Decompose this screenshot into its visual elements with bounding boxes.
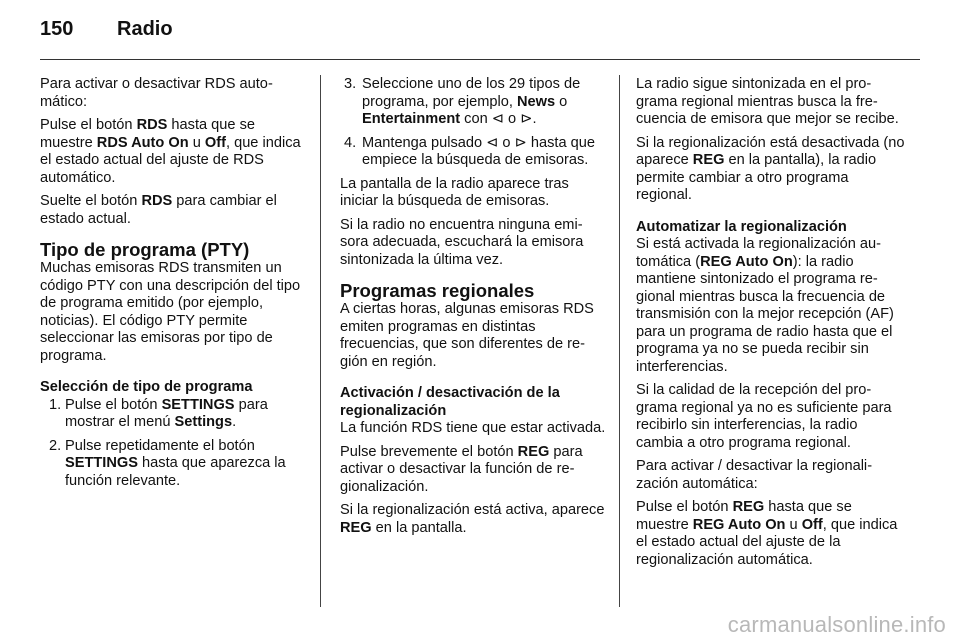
text-run: u [785, 516, 802, 533]
page-header [40, 18, 920, 48]
reg-press [340, 444, 606, 497]
reg-auto-press [636, 499, 906, 569]
reg-label: REG [692, 152, 725, 168]
heading-pty: Tipo de programa (PTY) [40, 239, 250, 260]
text-run: en la pantalla), la radio permite cambiar a otro programa regional. [636, 152, 877, 203]
text-run: para activar o desactivar la función de regionalización. [340, 443, 583, 495]
settings-key: SETTINGS [161, 396, 235, 413]
reg-key: REG [732, 499, 765, 515]
text-run: Pulse el botón [40, 117, 137, 133]
column-divider-1 [320, 75, 321, 607]
text-run: u [188, 134, 205, 151]
left-arrow-icon: ⊲ [486, 134, 499, 151]
list-item [340, 135, 606, 170]
pty-steps-list [40, 397, 306, 491]
text-run: Pulse repetidamente el botón [65, 437, 255, 454]
search-display-note: La pantalla de la radio aparece tras iniciar la búsqueda de emisoras. [340, 175, 569, 209]
text-run: Seleccione uno de los 29 tipos de programa, por ejemplo, [362, 76, 581, 110]
reg-label: REG [340, 519, 372, 536]
text-run: o [555, 93, 568, 110]
page-number: 150 [40, 18, 74, 40]
no-station-note: Si la radio no encuentra ninguna emisora adecuada, escuchará la emisora sintonizada la última vez. [340, 216, 584, 268]
reception-quality-note: Si la calidad de la recepción del programa regional ya no es suficiente para recibirlo sin interferencias, la radio cambia a otro programa regional. [636, 382, 892, 451]
list-item [40, 397, 306, 432]
text-run: ): la radio mantiene sintonizado el programa regional mientras busca la frecuencia de transmisión con la mejor recepción (AF) para un programa de radio hasta que el programa ya no se pueda recibir sin interferencias. [636, 253, 894, 375]
text-run: , que indica el estado actual del ajuste de la regionalización automática. [636, 516, 898, 568]
text-run: en la pantalla. [371, 519, 467, 536]
text-run: hasta que se muestre [40, 117, 256, 151]
text-run: Pulse brevemente el botón [340, 443, 518, 460]
text-run: para cambiar el estado actual. [40, 193, 277, 227]
left-arrow-icon: ⊲ [491, 111, 504, 127]
heading-regional: Programas regionales [340, 280, 535, 301]
heading-pty-selection: Selección de tipo de programa [40, 379, 253, 395]
rds-required-note: La función RDS tiene que estar activada. [340, 420, 606, 436]
regional-tuning-note: La radio sigue sintonizada en el programa regional mientras busca la frecuencia de emisora que mejor se recibe. [636, 76, 899, 127]
text-run: Si la regionalización está desactivada (no aparece [636, 134, 905, 168]
reg-display-note [340, 502, 606, 537]
list-item [340, 76, 606, 129]
reg-auto-on-label: REG Auto On [692, 516, 786, 533]
text-run: . [532, 111, 537, 127]
text-run: . [232, 414, 237, 430]
text-run: o [498, 134, 515, 151]
auto-regionalization-intro: Para activar / desactivar la regionalización automática: [636, 458, 873, 492]
rds-auto-intro: Para activar o desactivar RDS automático: [40, 76, 273, 110]
settings-key: SETTINGS [65, 455, 138, 471]
step-number: 1. [49, 396, 62, 413]
pty-steps-list-continued [340, 76, 606, 170]
text-run: Si está activada la regionalización automática ( [636, 236, 882, 270]
rds-key: RDS [141, 193, 173, 209]
rds-release [40, 193, 306, 228]
text-run: para mostrar el menú [65, 396, 268, 430]
text-run: Mantenga pulsado [362, 134, 487, 151]
right-arrow-icon: ⊳ [520, 111, 533, 127]
step-number: 4. [344, 134, 357, 151]
text-run: hasta que aparezca la función relevante. [65, 455, 286, 489]
text-run: hasta que se muestre [636, 499, 852, 533]
news-label: News [516, 93, 556, 110]
reg-auto-on-label: REG Auto On [700, 253, 793, 270]
list-item [40, 438, 306, 491]
heading-regionalization-toggle: Activación / desactivación de la regionalización [340, 385, 560, 419]
regionalization-off-note [636, 135, 906, 205]
header-rule [40, 59, 920, 60]
rds-auto-on-label: RDS Auto On [96, 134, 189, 151]
text-run: Pulse el botón [65, 396, 162, 413]
rds-key: RDS [136, 117, 168, 133]
heading-auto-regionalization: Automatizar la regionalización [636, 218, 847, 235]
text-run: o [504, 111, 521, 127]
off-label: Off [204, 134, 226, 151]
auto-regionalization-description [636, 236, 906, 376]
right-arrow-icon: ⊳ [514, 134, 527, 151]
text-run: Pulse el botón [636, 499, 733, 515]
page-title: Radio [117, 18, 173, 40]
rds-auto-press [40, 117, 306, 187]
step-number: 2. [49, 437, 62, 454]
text-run: con [460, 111, 492, 127]
text-run: , que indica el estado actual del ajuste de RDS automático. [40, 134, 301, 186]
watermark: carmanualsonline.info [727, 612, 946, 637]
column-3 [636, 76, 906, 575]
step-number: 3. [344, 76, 357, 92]
column-1 [40, 76, 306, 496]
regional-description: A ciertas horas, algunas emisoras RDS emiten programas en distintas frecuencias, que son diferentes de región en región. [340, 301, 594, 370]
entertainment-label: Entertainment [362, 111, 461, 127]
column-2 [340, 76, 606, 543]
pty-description: Muchas emisoras RDS transmiten un código PTY con una descripción del tipo de programa emitido (por ejemplo, noticias). El código PTY permite seleccionar las emisoras por tipo de programa. [40, 260, 301, 364]
reg-key: REG [517, 443, 550, 460]
text-run: Suelte el botón [40, 193, 142, 209]
off-label: Off [801, 516, 823, 533]
text-run: hasta que empiece la búsqueda de emisoras. [362, 134, 596, 168]
column-divider-2 [619, 75, 620, 607]
text-run: Si la regionalización está activa, aparece [340, 502, 605, 518]
settings-menu-label: Settings [174, 414, 233, 430]
